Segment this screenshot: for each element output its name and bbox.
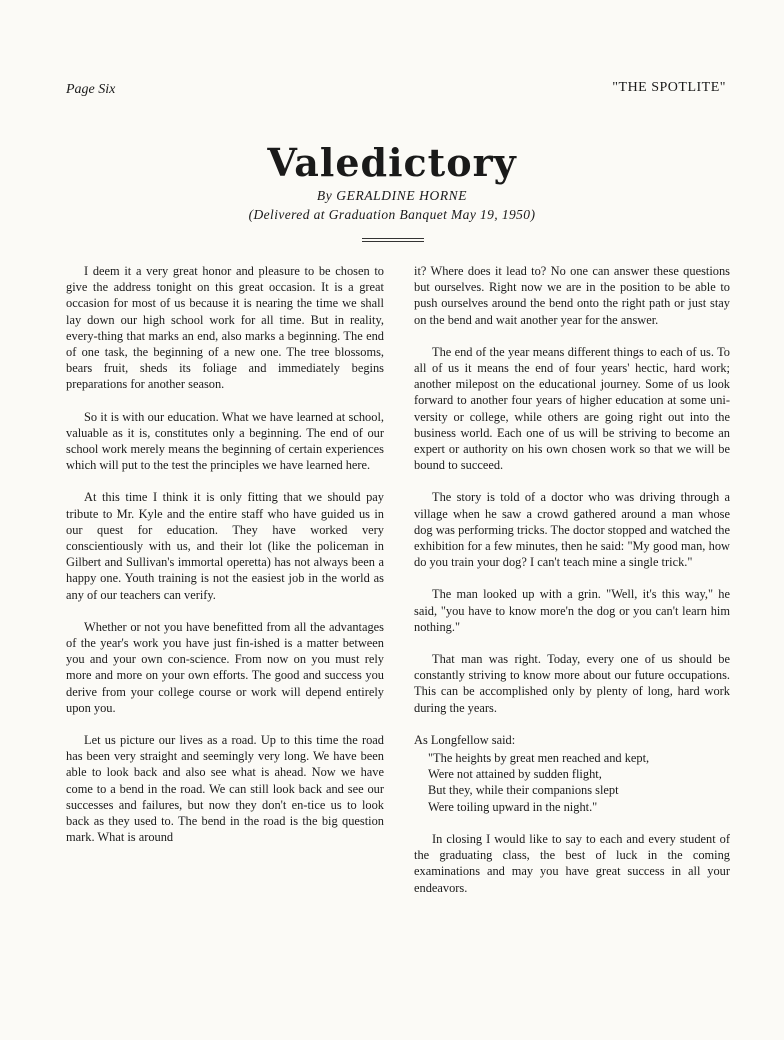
article-byline: By GERALDINE HORNE [316,188,468,203]
paragraph: The story is told of a doctor who was driving through a village when he saw a crowd gathered around a man whose dog was performing tricks. The doctor stopped and watched the exhibition for a few minutes, then he said: "My good man, how do you train your dog? I can't teach mine a single trick." [414,490,730,570]
poem-line: "The heights by great men reached and kept, [428,751,650,766]
article-title: Valedictory [267,140,517,185]
paragraph: In closing I would like to say to each and every student of the graduating class, the best of luck in the coming examinations and may you have great success in all your endeavors. [414,831,730,895]
left-column [66,263,384,862]
article-occasion: (Delivered at Graduation Banquet May 19, 1950) [248,207,536,222]
title-divider [362,238,424,242]
paragraph: The man looked up with a grin. "Well, it's this way," he said, "you have to know more'n the dog or you can't learn him nothing." [414,587,730,634]
poem-line: Were not attained by sudden flight, [428,767,602,782]
paragraph: That man was right. Today, every one of us should be constantly striving to know more about our future occupations. This can be accomplished only by plenty of long, hard work during the years. [414,652,730,715]
page-number: Page Six [66,82,116,97]
poem [428,750,730,815]
publication-name: "THE SPOTLITE" [612,80,726,95]
paragraph: it? Where does it lead to? No one can answer these questions but ourselves. Right now we are in the position to be able to push ourselves around the bend onto the right path or just stay on the bend and wait another year for the answer. [414,264,730,327]
poem-intro: As Longfellow said: [414,732,516,747]
paragraph: Whether or not you have benefitted from all the advantages of the year's work you have just fin-ished is a matter between you and your own con-science. From now on you must rely more and more on your own efforts. The good and success you derive from your college course or work will depend entirely upon you. [66,619,384,715]
right-column [414,263,730,912]
paragraph: Let us picture our lives as a road. Up to this time the road has been very straight and seemingly very long. We have been able to look back and also see what is ahead. Now we have come to a bend in the road. We can still look back and see our successes and failures, but now they don't en-tice us to look back as they used to. The bend in the road is the big question mark. What is around [66,733,384,845]
poem-line: But they, while their companions slept [428,783,619,798]
paragraph: I deem it a very great honor and pleasure to be chosen to give the address tonight on this great occasion. It is a great occasion for most of us because it is nearing the time we shall lay down our high school work for all time. But in reality, every-thing that marks an end, also marks a beginning. The end of one task, the beginning of a new one. The tree blossoms, bears fruit, sheds its foliage and immediately begins preparations for another season. [66,264,384,392]
paragraph: So it is with our education. What we have learned at school, valuable as it is, constitutes only a beginning. The end of our school work merely means the beginning of certain experiences which will put to the test the principles we have learned here. [66,409,384,473]
poem-line: Were toiling upward in the night." [428,799,598,814]
paragraph: At this time I think it is only fitting that we should pay tribute to Mr. Kyle and the entire staff who have guided us in our quest for education. They have worked very conscientiously with us, and their lot (like the policeman in Gilbert and Sullivan's immortal operetta) has not always been a happy one. Youth training is not the easiest job in the world as any of our teachers can verify. [66,490,384,602]
paragraph: The end of the year means different things to each of us. To all of us it means the end of four years' hectic, hard work; another milepost on the educational journey. Some of us look forward to another four years of higher education at some uni-versity or college, while others are going right out into the business world. Each one of us will be striving to become an expert or authority on his own chosen work so that we will be bound to succeed. [414,344,730,473]
